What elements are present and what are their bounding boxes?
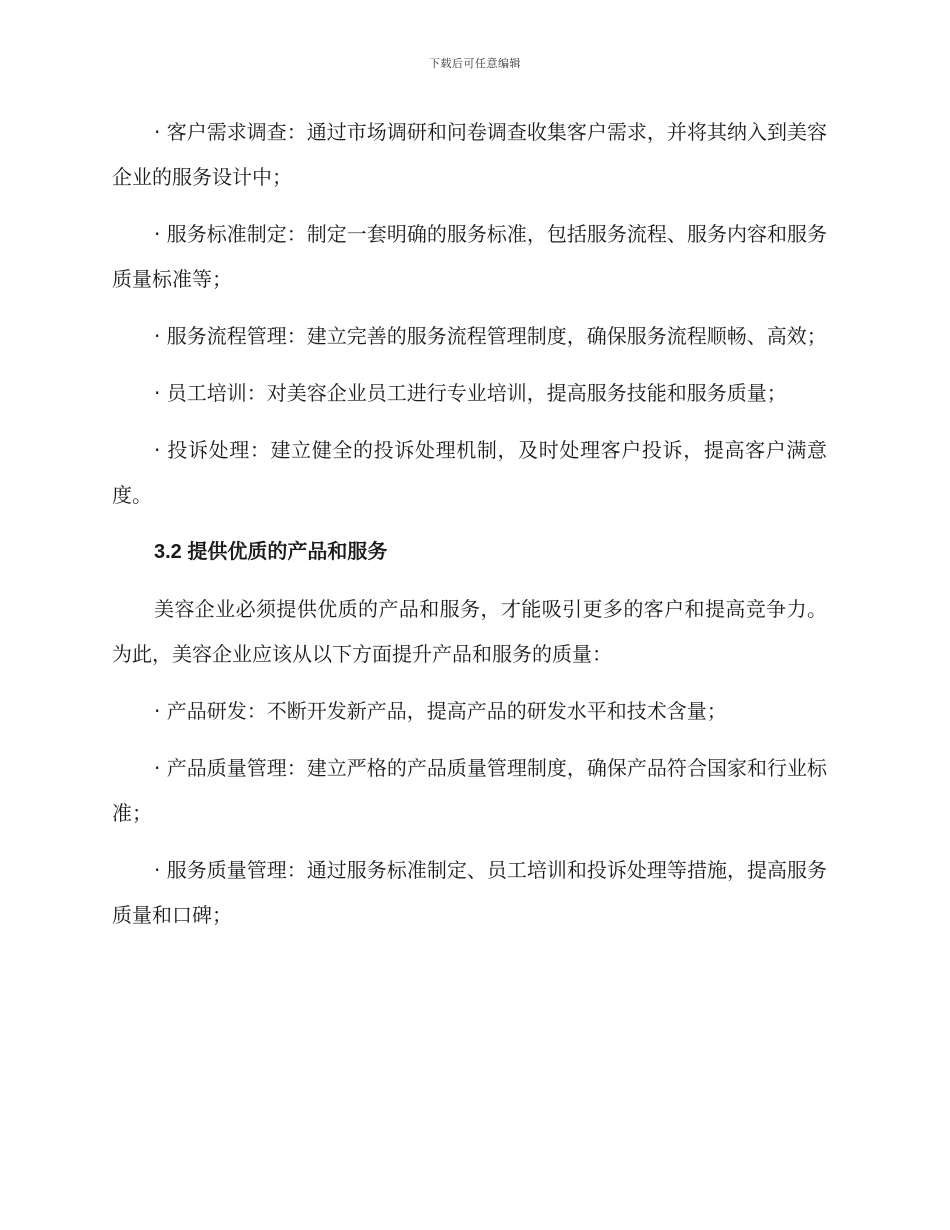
bullet-process-management: · 服务流程管理：建立完善的服务流程管理制度，确保服务流程顺畅、高效； xyxy=(154,324,827,348)
bullet-product-rd: · 产品研发：不断开发新产品，提高产品的研发水平和技术含量； xyxy=(154,699,727,723)
bullet-service-standards: · 服务标准制定：制定一套明确的服务标准，包括服务流程、服务内容和服务质量标准等； xyxy=(112,222,827,291)
document-body xyxy=(112,110,827,950)
bullet-product-quality: · 产品质量管理：建立严格的产品质量管理制度，确保产品符合国家和行业标准； xyxy=(112,756,827,825)
bullet-staff-training: · 员工培训：对美容企业员工进行专业培训，提高服务技能和服务质量； xyxy=(154,381,787,405)
bullet-complaint-handling: · 投诉处理：建立健全的投诉处理机制，及时处理客户投诉，提高客户满意度。 xyxy=(112,438,827,507)
bullet-service-quality: · 服务质量管理：通过服务标准制定、员工培训和投诉处理等措施，提高服务质量和口碑； xyxy=(112,858,827,927)
bullet-customer-survey: · 客户需求调查：通过市场调研和问卷调查收集客户需求，并将其纳入到美容企业的服务设计中； xyxy=(112,120,827,189)
intro-paragraph: 美容企业必须提供优质的产品和服务，才能吸引更多的客户和提高竞争力。为此，美容企业应该从以下方面提升产品和服务的质量： xyxy=(112,597,827,666)
section-heading-3-2: 3.2 提供优质的产品和服务 xyxy=(154,541,388,563)
page-header-note: 下载后可任意编辑 xyxy=(429,57,521,70)
